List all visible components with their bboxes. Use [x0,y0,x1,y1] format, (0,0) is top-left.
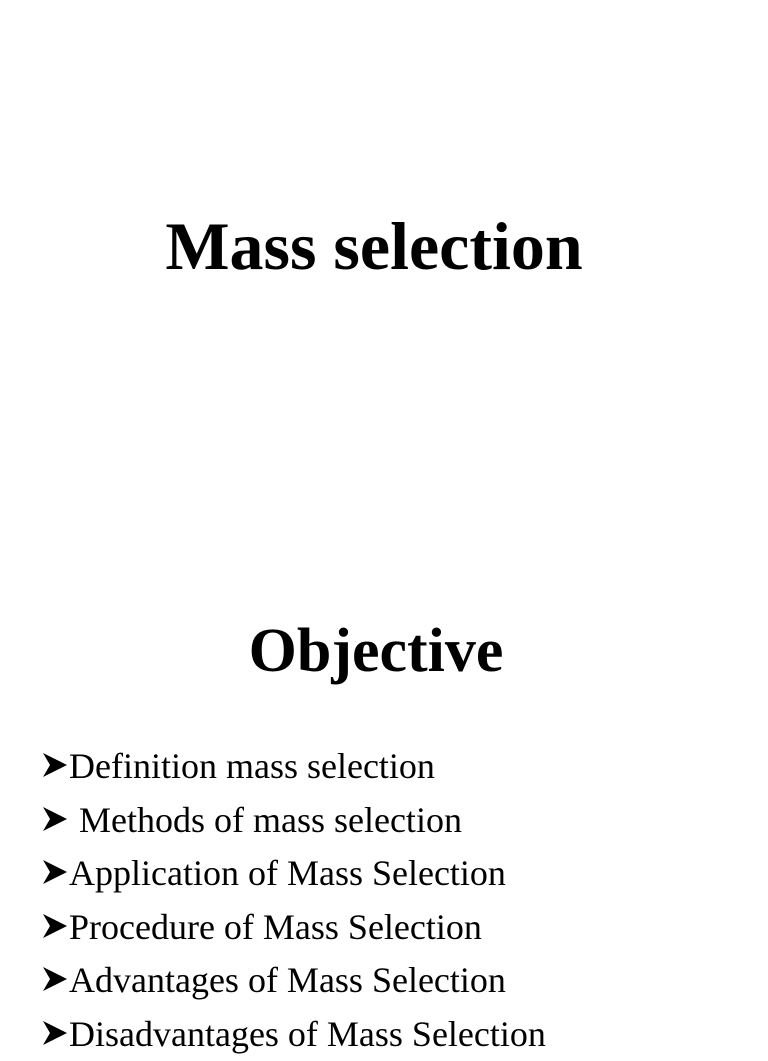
list-item-label: Application of Mass Selection [69,853,506,893]
list-item-label: Definition mass selection [69,746,435,786]
list-item [42,794,546,848]
arrowhead-bullet-icon [42,750,69,780]
list-item [42,954,546,1008]
list-item [42,847,546,901]
arrowhead-bullet-icon [42,804,69,834]
arrowhead-bullet-icon [42,857,69,887]
objective-list [42,740,546,1061]
arrowhead-bullet-icon [42,1018,69,1048]
list-item [42,901,546,955]
list-item [42,740,546,794]
objective-heading: Objective [0,614,752,688]
slide-title: Mass selection [0,206,748,286]
list-item-label: Disadvantages of Mass Selection [69,1014,546,1054]
list-item-label: Procedure of Mass Selection [69,907,482,947]
list-item [42,1008,546,1061]
arrowhead-bullet-icon [42,964,69,994]
arrowhead-bullet-icon [42,911,69,941]
list-item-label: Methods of mass selection [79,800,462,840]
list-item-label: Advantages of Mass Selection [69,960,506,1000]
